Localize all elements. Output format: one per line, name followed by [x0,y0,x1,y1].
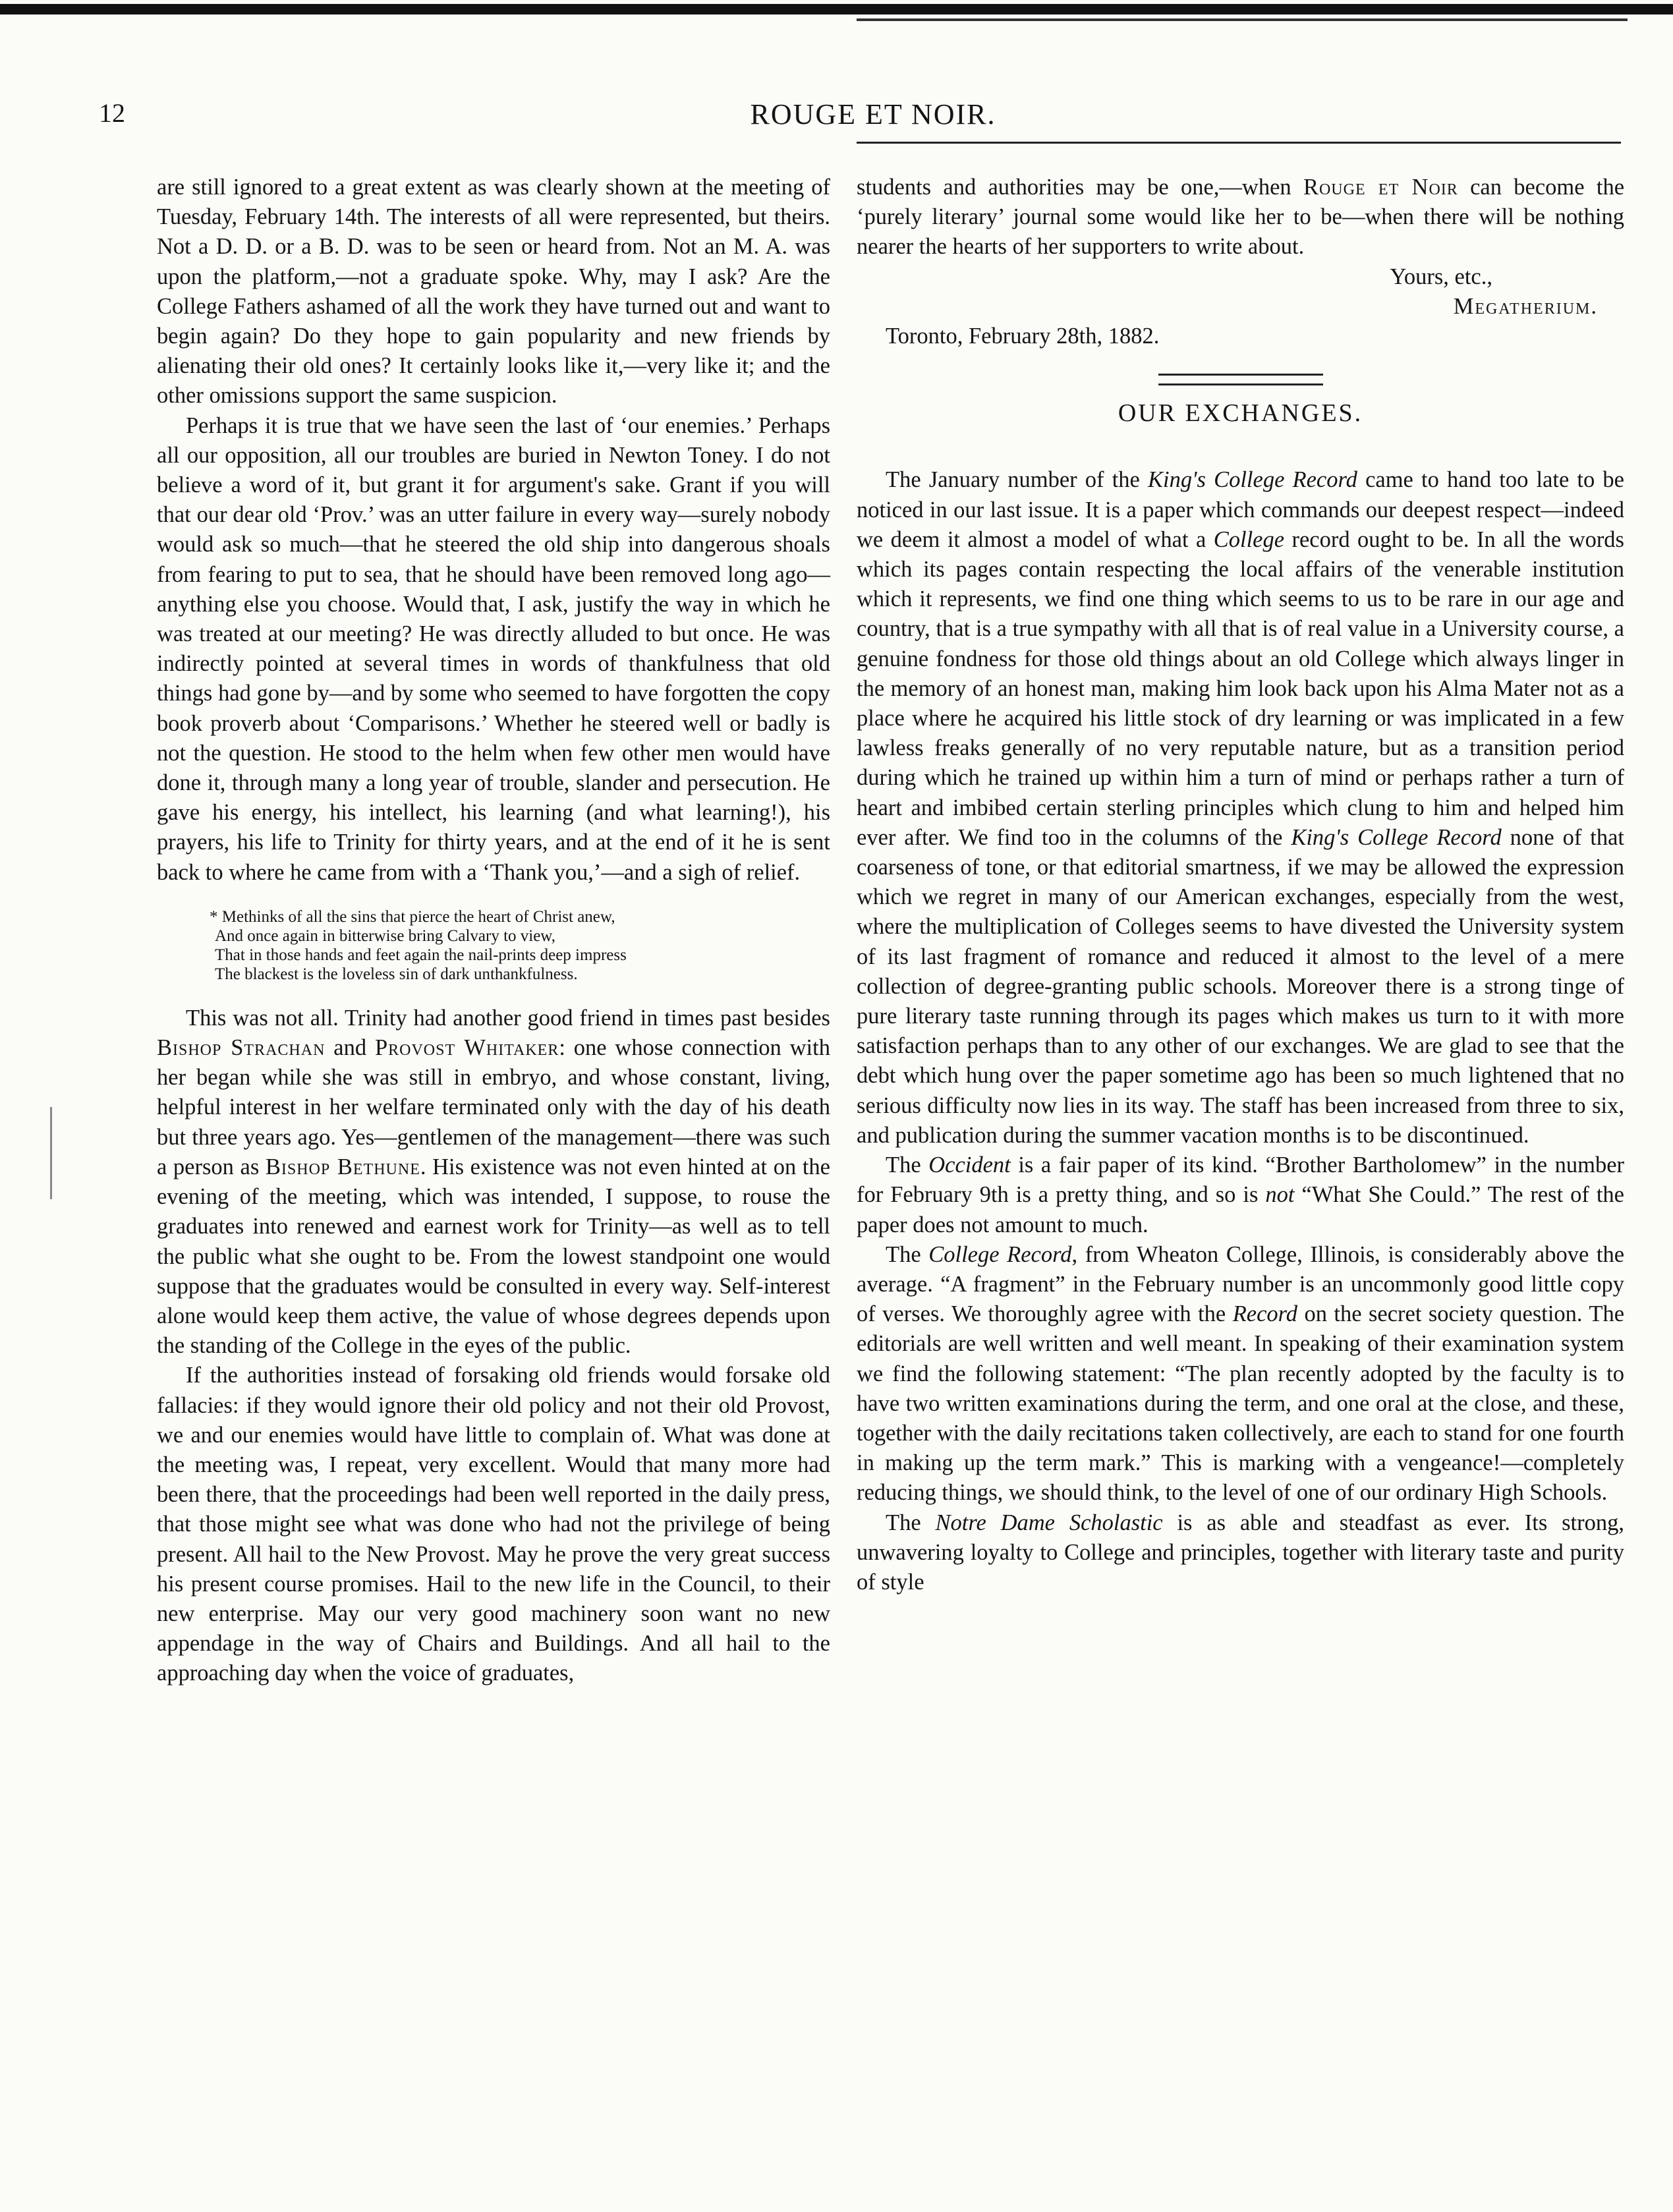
exchange-paragraph-2 [857,1150,1624,1240]
top-border-rule [0,4,1673,14]
name-bishop-strachan: Bishop Strachan [157,1035,326,1061]
text-run: : one whose connection with her began while she was still in embryo, and whose constant, living, helpful interest in her welfare terminated only with the day of his death but three years ago. Yes—gentlemen of the management—there was such a person as [157,1035,830,1179]
poem-line-2: And once again in bitterwise bring Calvary to view, [215,926,555,945]
page-header [99,98,1647,137]
left-paragraph-3 [157,1004,830,1361]
text-run: , from Wheaton College, Illinois, is considerably above the average. “A fragment” in the February number is an uncommonly good little copy of verses. We thoroughly agree with the [857,1241,1625,1327]
italic-title: King's College Record [1148,467,1357,493]
right-column [857,173,1624,1597]
exchange-paragraph-4 [857,1508,1624,1598]
left-paragraph-2: Perhaps it is true that we have seen the last of ‘our enemies.’ Perhaps all our opposition, all our troubles are buried in Newton Toney. I do not believe a word of it, but grant it for argument's sake. Grant if you will that our dear old ‘Prov.’ was an utter failure in every way—surely nobody would ask so much—that he steered the old ship into dangerous shoals from fearing to put to sea, that he should have been removed long ago—anything else you choose. Would that, I ask, justify the way in which he was treated at our meeting? He was directly alluded to but once. He was indirectly pointed at several times in words of thankfulness that old things had gone by—and by some who seemed to have forgotten the copy book proverb about ‘Comparisons.’ Whether he steered well or badly is not the question. He stood to the helm when few other men would have done it, through many a long year of trouble, slander and persecution. He gave his energy, his intellect, his learning (and what learning!), his prayers, his life to Trinity for thirty years, and at the end of it he is sent back to where he came from with a ‘Thank you,’—and a sigh of relief. [157,412,830,885]
text-run: This was not all. Trinity had another good friend in times past besides [186,1005,830,1031]
left-column [157,173,830,1689]
poem-line-1: * Methinks of all the sins that pierce the heart of Christ anew, [210,907,615,926]
italic-word: College [1213,526,1285,552]
journal-name: Rouge et Noir [1303,175,1458,200]
top-border-rule-secondary [857,18,1628,21]
header-rule [857,142,1621,144]
text-run: can become the ‘purely literary’ journal some would like her to be—when there will be nothing nearer the hearts of her supporters to write about. [857,175,1625,260]
text-run: . His existence was not even hinted at on the evening of the meeting, which was intended, I suppose, to rouse the graduates into renewed and earnest work for Trinity—as well as to tell the public what she ought to be. From the lowest standpoint one would suppose that the graduates would be consulted in every way. Self-interest alone would keep them active, the value of whose degrees depends upon the standing of the College in the eyes of the public. [157,1154,830,1359]
name-bishop-bethune: Bishop Bethune [265,1154,420,1179]
name-provost-whitaker: Provost Whitaker [374,1035,559,1061]
right-paragraph-1 [857,173,1624,262]
text-run: on the secret society question. The editorials are well written and well meant. In speaking of their examination system we find the following statement: “The plan recently adopted by the faculty is to have two written examinations during the term, and one oral at the close, and these, together with the daily recitations taken collectively, are each to stand for one fourth in making up the term mark.” This is marking with a vengeance!—completely reducing things, we should think, to the level of one of our ordinary High Schools. [857,1301,1625,1506]
italic-word: not [1265,1182,1295,1208]
text-run: is a fair paper of its kind. “Brother Bartholomew” in the number for February 9th is a pretty thing, and so is [857,1152,1624,1208]
left-paragraph-4: If the authorities instead of forsaking old friends would forsake old fallacies: if they would ignore their old policy and not their old Provost, we and our enemies would have little to complain of. What was done at the meeting was, I repeat, very excellent. Would that many more had been there, that the proceedings had been well reported in the daily press, that those might see what was done who had not the privilege of being present. All hail to the New Provost. May he prove the very great success his present course promises. Hail to the new life in the Council, to their new enterprise. May our very good machinery soon want no new appendage in the way of Chairs and Buildings. And all hail to the approaching day when the voice of graduates, [157,1363,830,1686]
section-divider [1158,374,1323,385]
exchange-paragraph-1 [857,465,1624,1150]
text-run: “What She Could.” The rest of the paper does not amount to much. [857,1182,1624,1237]
text-run: The [886,1152,929,1178]
section-title: OUR EXCHANGES. [1118,399,1363,428]
letter-date: Toronto, February 28th, 1882. [886,324,1160,349]
closing-yours: Yours, etc., [1390,264,1492,289]
running-title: ROUGE ET NOIR. [750,98,996,130]
page-number: 12 [99,98,125,128]
italic-title: College Record [928,1241,1072,1267]
poem-line-3: That in those hands and feet again the nail-prints deep impress [215,946,627,964]
left-paragraph-1: are still ignored to a great extent as was clearly shown at the meeting of Tuesday, February 14th. The interests of all were represented, but theirs. Not a D. D. or a B. D. was to be seen or heard from. Not an M. A. was upon the platform,—not a graduate spoke. Why, may I ask? Are the College Fathers ashamed of all the work they have turned out and want to begin again? Do they hope to gain popularity and new friends by alienating their old ones? It certainly looks like it,—very like it; and the other omissions support the same suspicion. [157,175,830,409]
signature: Megatherium. [1453,293,1598,319]
italic-title: Notre Dame Scholastic [935,1510,1163,1535]
italic-title: King's College Record [1291,824,1502,850]
exchange-paragraph-3 [857,1240,1624,1508]
text-run: The January number of the [886,467,1148,493]
text-run: came to hand too late to be noticed in our last issue. It is a paper which commands our deepest respect—indeed we deem it almost a model of what a [857,467,1624,552]
footnote-poem [210,907,830,984]
text-run: The [886,1510,936,1535]
text-run: students and authorities may be one,—when [857,175,1303,200]
poem-line-4: The blackest is the loveless sin of dark unthankfulness. [215,965,578,983]
text-run: The [886,1241,929,1267]
text-run: is as able and steadfast as ever. Its strong, unwavering loyalty to College and principles, together with literary taste and purity of style [857,1510,1624,1595]
text-run: record ought to be. In all the words which its pages contain respecting the local affairs of the venerable institution which it represents, we find one thing which seems to us to be rare in our age and country, that is a true sympathy with all that is of real value in a University course, a genuine fondness for those old things about an old College which always linger in the memory of an honest man, making him look back upon his Alma Mater not as a place where he acquired his little stock of dry learning or was implicated in a few lawless freaks generally of no very reputable nature, but as a transition period during which he trained up within him a turn of mind or perhaps rather a turn of heart and imbibed certain sterling principles which clung to him and helped him ever after. We find too in the columns of the [857,526,1624,850]
text-run: none of that coarseness of tone, or that editorial smartness, if we may be allowed the expression which we regret in many of our American exchanges, especially from the west, where the multiplication of Colleges seems to have divested the University system of its last fragment of romance and reduced it almost to the level of a mere collection of degree-granting public schools. Moreover there is a strong tinge of pure literary taste running through its pages which makes us turn to it with more satisfaction perhaps than to any other of our exchanges. We are glad to see that the debt which hung over the paper sometime ago has been so much lightened that no serious difficulty now lies in its way. The staff has been increased from three to six, and publication during the summer vacation months is to be discontinued. [857,824,1624,1148]
margin-mark [50,1107,52,1199]
text-run: and [325,1035,375,1061]
italic-word: Record [1232,1301,1298,1327]
italic-title: Occident [928,1152,1011,1178]
